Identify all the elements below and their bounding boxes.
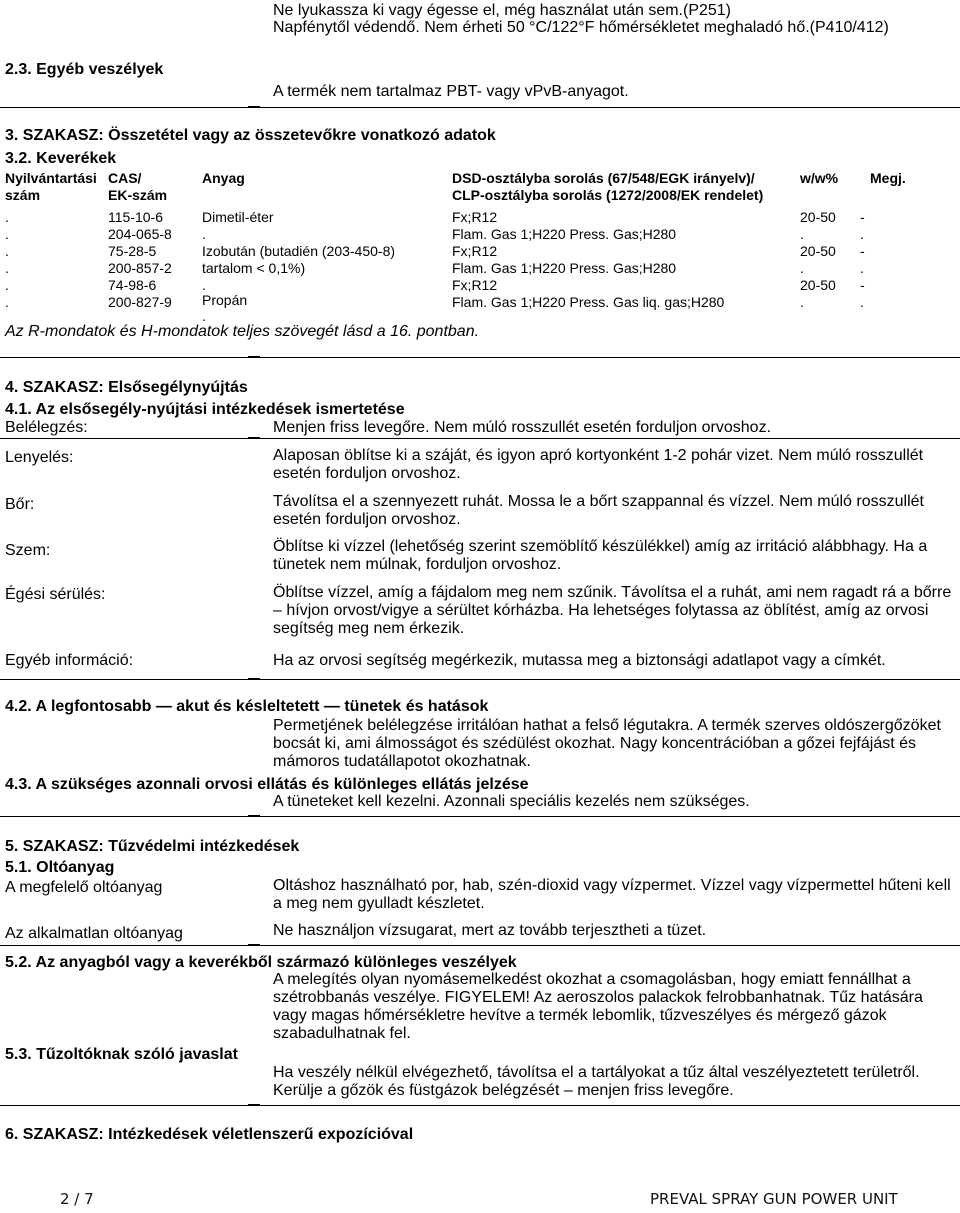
row-classification: Fx;R12 bbox=[452, 277, 498, 293]
section-divider bbox=[0, 438, 960, 439]
section-divider bbox=[0, 816, 960, 817]
precaution-note-p410: Napfénytől védendő. Nem érheti 50 °C/122°F hőmérsékletet meghaladó hő.(P410/412) bbox=[273, 19, 889, 36]
row-anyag: . bbox=[202, 277, 206, 293]
text-burn: Öblítse vízzel, amíg a fájdalom meg nem szűnik. Távolítsa el a ruhát, ami nem ragadt rá a bőrre – hívjon orvost/vigye a sérültet kórházba. Ha lehetséges folytassa az öblítést, amíg az orvosi segítség meg nem érkezik. bbox=[273, 584, 952, 637]
row-classification: Fx;R12 bbox=[452, 243, 498, 259]
row-ww: 20-50 bbox=[800, 209, 836, 225]
section-6-heading: 6. SZAKASZ: Intézkedések véletlenszerű expozícióval bbox=[5, 1126, 414, 1143]
row-classification: Fx;R12 bbox=[452, 209, 498, 225]
trailing-dot: . bbox=[202, 308, 206, 324]
row-reg: . bbox=[5, 243, 9, 259]
section-4-heading: 4. SZAKASZ: Elsősegélynyújtás bbox=[5, 379, 248, 396]
section-3-heading: 3. SZAKASZ: Összetétel vagy az összetevőkre vonatkozó adatok bbox=[5, 127, 496, 144]
section-3-2-heading: 3.2. Keverékek bbox=[5, 150, 117, 167]
col-header-ek: EK-szám bbox=[108, 187, 168, 203]
row-classification: Flam. Gas 1;H220 Press. Gas liq. gas;H280 bbox=[452, 294, 725, 310]
text-inhalation: Menjen friss levegőre. Nem múló rosszullét esetén forduljon orvoshoz. bbox=[273, 419, 772, 436]
label-skin: Bőr: bbox=[5, 496, 35, 513]
col-header-dsd: DSD-osztályba sorolás (67/548/EGK irányelv)/ bbox=[452, 170, 755, 186]
row-ww: 20-50 bbox=[800, 277, 836, 293]
row-anyag: tartalom < 0,1%) bbox=[202, 260, 306, 276]
row-cas: 74-98-6 bbox=[108, 277, 157, 293]
row-reg: . bbox=[5, 294, 9, 310]
col-header-reg-2: szám bbox=[5, 187, 41, 203]
col-header-megj: Megj. bbox=[870, 170, 906, 186]
col-header-anyag: Anyag bbox=[202, 170, 245, 186]
label-burn: Égési sérülés: bbox=[5, 586, 106, 603]
text-other-info: Ha az orvosi segítség megérkezik, mutassa meg a biztonsági adatlapot vagy a címkét. bbox=[273, 652, 886, 669]
row-anyag: Izobután (butadién (203-450-8) bbox=[202, 243, 396, 259]
row-megj: . bbox=[860, 260, 864, 276]
section-divider bbox=[0, 1105, 960, 1106]
row-megj: - bbox=[860, 209, 865, 225]
row-reg: . bbox=[5, 260, 9, 276]
section-divider bbox=[0, 945, 960, 946]
section-4-3-text: A tüneteket kell kezelni. Azonnali speciális kezelés nem szükséges. bbox=[273, 793, 750, 810]
label-eye: Szem: bbox=[5, 542, 51, 559]
label-ingestion: Lenyelés: bbox=[5, 449, 74, 466]
section-4-1-heading: 4.1. Az elsősegély-nyújtási intézkedések ismertetése bbox=[5, 401, 405, 418]
page-number: 2 / 7 bbox=[60, 1190, 94, 1208]
col-header-cas: CAS/ bbox=[108, 170, 142, 186]
text-skin: Távolítsa el a szennyezett ruhát. Mossa le a bőrt szappannal és vízzel. Nem múló rosszullét esetén forduljon orvoshoz. bbox=[273, 493, 924, 528]
section-5-2-heading: 5.2. Az anyagból vagy a keverékből származó különleges veszélyek bbox=[5, 954, 517, 971]
row-cas: 200-857-2 bbox=[108, 260, 172, 276]
row-classification: Flam. Gas 1;H220 Press. Gas;H280 bbox=[452, 226, 677, 242]
section-5-1-heading: 5.1. Oltóanyag bbox=[5, 859, 115, 876]
section-5-2-text: A melegítés olyan nyomásemelkedést okozhat a csomagolásban, hogy emiatt fennállhat a szétrobbanás veszélye. FIGYELEM! Az aeroszolos palackok felrobbanhatnak. Tűz hatására vagy magas hőmérsékletre hevítve a termék lebomlik, tűzveszélyes és mérgező gázok szabadulhatnak fel. bbox=[273, 971, 923, 1042]
text-suitable-extinguisher: Oltáshoz használható por, hab, szén-dioxid vagy vízpermet. Vízzel vagy vízpermettel hűteni kell a meg nem gyulladt készletet. bbox=[273, 877, 951, 912]
label-inhalation: Belélegzés: bbox=[5, 419, 88, 436]
row-megj: - bbox=[860, 243, 865, 259]
row-cas: 75-28-5 bbox=[108, 243, 157, 259]
section-4-2-text: Permetjének belélegzése irritálóan hathat a felső légutakra. A termék szerves oldószergőzöket bocsát ki, ami álmosságot és szédülést okozhat. Nagy koncentrációban a gőzei fejfájást és mámoros tudatállapotot okozhatnak. bbox=[273, 717, 941, 770]
section-divider bbox=[0, 679, 960, 680]
row-megj: - bbox=[860, 277, 865, 293]
section-4-3-heading: 4.3. A szükséges azonnali orvosi ellátás és különleges ellátás jelzése bbox=[5, 776, 529, 793]
section-5-3-heading: 5.3. Tűzoltóknak szóló javaslat bbox=[5, 1046, 238, 1063]
row-megj: . bbox=[860, 294, 864, 310]
row-anyag: Propán bbox=[202, 292, 248, 308]
row-ww: . bbox=[800, 260, 804, 276]
col-header-ww: w/w% bbox=[800, 170, 839, 186]
row-megj: . bbox=[860, 226, 864, 242]
col-header-clp: CLP-osztályba sorolás (1272/2008/EK rendelet) bbox=[452, 187, 764, 203]
row-classification: Flam. Gas 1;H220 Press. Gas;H280 bbox=[452, 260, 677, 276]
text-eye: Öblítse ki vízzel (lehetőség szerint szemöblítő készülékkel) amíg az irritáció alábbhagy. Ha a tünetek nem múlnak, forduljon orvoshoz. bbox=[273, 538, 928, 573]
section-2-3-text: A termék nem tartalmaz PBT- vagy vPvB-anyagot. bbox=[273, 83, 629, 100]
row-cas: 200-827-9 bbox=[108, 294, 172, 310]
section-2-3-heading: 2.3. Egyéb veszélyek bbox=[5, 61, 164, 78]
text-unsuitable-extinguisher: Ne használjon vízsugarat, mert az tovább terjesztheti a tüzet. bbox=[273, 922, 707, 939]
col-header-reg: Nyilvántartási bbox=[5, 170, 97, 186]
precaution-note-p251: Ne lyukassza ki vagy égesse el, még használat után sem.(P251) bbox=[273, 2, 732, 19]
section-5-3-text: Ha veszély nélkül elvégezhető, távolítsa el a tartályokat a tűz által veszélyeztetett területről. Kerülje a gőzök és füstgázok belégzését – menjen friss levegőre. bbox=[273, 1064, 920, 1099]
row-cas: 115-10-6 bbox=[108, 209, 164, 225]
section-divider bbox=[0, 357, 960, 358]
row-anyag: Dimetil-éter bbox=[202, 209, 274, 225]
row-ww: . bbox=[800, 226, 804, 242]
label-suitable-extinguisher: A megfelelő oltóanyag bbox=[5, 879, 163, 896]
label-unsuitable-extinguisher: Az alkalmatlan oltóanyag bbox=[5, 925, 183, 942]
row-reg: . bbox=[5, 226, 9, 242]
label-other-info: Egyéb információ: bbox=[5, 652, 134, 669]
r-h-phrases-note: Az R-mondatok és H-mondatok teljes szövegét lásd a 16. pontban. bbox=[5, 323, 480, 340]
text-ingestion: Alaposan öblítse ki a száját, és igyon apró kortyonként 1-2 pohár vizet. Nem múló rosszullét esetén forduljon orvoshoz. bbox=[273, 447, 924, 482]
section-5-heading: 5. SZAKASZ: Tűzvédelmi intézkedések bbox=[5, 838, 300, 855]
row-reg: . bbox=[5, 209, 9, 225]
product-name: PREVAL SPRAY GUN POWER UNIT bbox=[650, 1190, 898, 1208]
row-cas: 204-065-8 bbox=[108, 226, 172, 242]
row-ww: . bbox=[800, 294, 804, 310]
row-reg: . bbox=[5, 277, 9, 293]
section-4-2-heading: 4.2. A legfontosabb — akut és késleltetett — tünetek és hatások bbox=[5, 698, 489, 715]
row-anyag: . bbox=[202, 226, 206, 242]
row-ww: 20-50 bbox=[800, 243, 836, 259]
section-divider bbox=[0, 107, 960, 108]
